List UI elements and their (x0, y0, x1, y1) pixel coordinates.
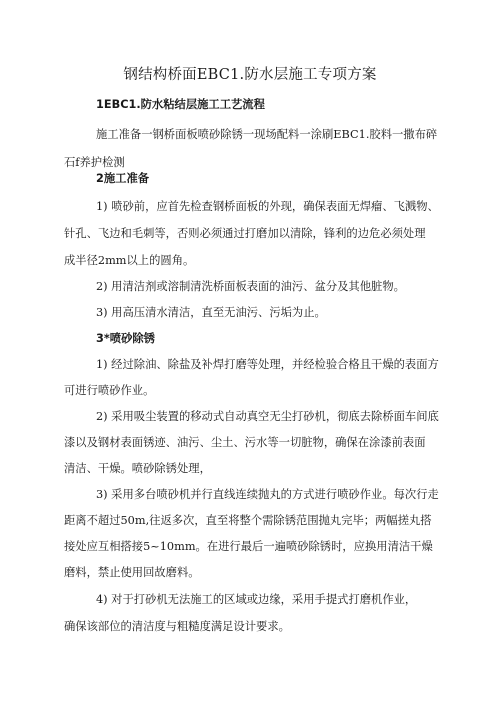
paragraph-line: 确保该部位的清洁度与粗糙度满足设计要求。 (64, 620, 290, 633)
paragraph-line: 接处应互相搭接5~10mm。在进行最后一遍喷砂除锈时，应换用清洁干燥 (64, 540, 433, 553)
paragraph-line: 1) 经过除油、除盐及补焊打磨等处理，并经检验合格且干燥的表面方 (96, 358, 439, 371)
paragraph-line: 3) 用高压清水清洁，直至无油污、污垢为止。 (96, 306, 326, 319)
paragraph-line: 漆以及钢材表面锈迹、油污、尘土、污水等一切脏物，确保在涂漆前表面 (64, 436, 426, 449)
paragraph-line: 石f养护检测 (64, 156, 125, 169)
paragraph-line: 2) 用清洁剂或溶制清洗桥面板表面的油污、盆分及其他脏物。 (96, 280, 405, 293)
paragraph-line: 清洁、干燥。喷砂除锈处理， (64, 462, 211, 475)
section-heading-preparation: 2施工准备 (96, 172, 150, 185)
paragraph-line: 可进行喷砂作业。 (64, 384, 155, 397)
paragraph-line: 施工准备一钢桥面板喷砂除锈一现场配料一涂刷EBC1.胶料一撒布碎 (96, 128, 438, 141)
paragraph-line: 4) 对于打砂机无法施工的区域或边缘，采用手提式打磨机作业， (96, 593, 417, 606)
document-title: 钢结构桥面EBC1.防水层施工专项方案 (123, 67, 377, 83)
paragraph-line: 2) 采用吸尘装置的移动式自动真空无尘打砂机，彻底去除桥面车间底 (96, 410, 439, 423)
paragraph-line: 1) 喷砂前，应首先检查钢桥面板的外现，确保表面无焊瘤、飞溅物、 (96, 200, 439, 213)
paragraph-line: 磨料，禁止使用回故磨料。 (64, 566, 200, 579)
paragraph-line: 3) 采用多台喷砂机并行直线连续抛丸的方式进行喷砂作业。每次行走 (96, 488, 439, 501)
section-heading-sandblasting: 3*喷砂除锈 (96, 332, 155, 345)
paragraph-line: 距离不超过50m,往返多次，直至将整个需除锈范围抛丸完毕；两幅搓丸搭 (64, 514, 432, 527)
paragraph-line: 针孔、飞边和毛刺等，否则必须通过打磨加以清除，锋利的边危必须处理 (64, 227, 426, 240)
section-heading-process: 1EBC1.防水粘结层施工工艺流程 (96, 98, 265, 111)
paragraph-line: 成半径2mm以上的圆角。 (64, 254, 195, 267)
